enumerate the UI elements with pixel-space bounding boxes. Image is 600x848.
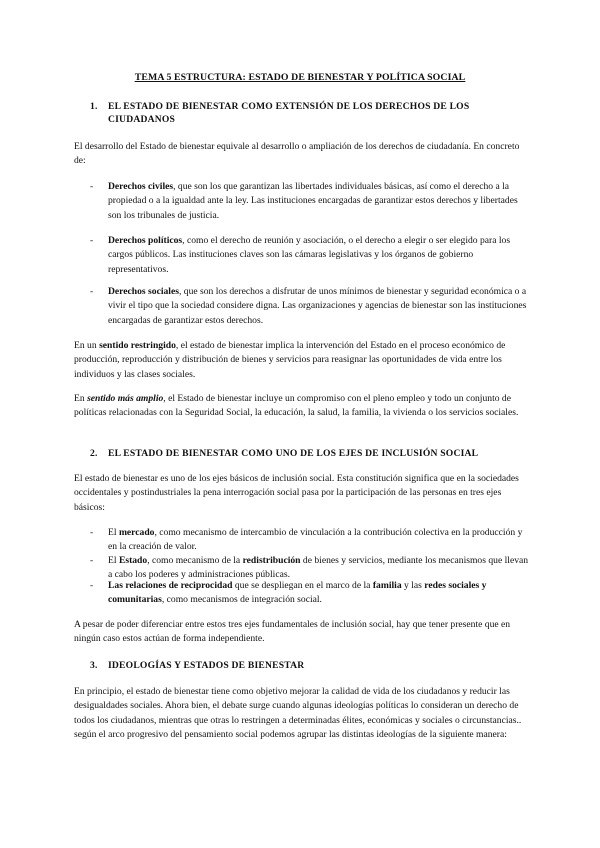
section-2-closing: A pesar de poder diferenciar entre estos tres ejes fundamentales de inclusión social, hay que tener presente que en ningún caso estos actúan de forma independiente. [74, 619, 511, 645]
section-2-number: 2. [90, 448, 98, 459]
bullet-text: El [108, 555, 119, 566]
section-1-intro: El desarrollo del Estado de bienestar equivale al desarrollo o ampliación de los derechos de ciudadanía. En concreto de: [74, 141, 520, 167]
bullet-dash: - [90, 235, 94, 246]
bullet-text: , como el derecho de reunión y asociación, o el derecho a elegir o ser elegido para los cargos públicos. Las instituciones claves son las cámaras legislativas y los órganos de gobierno representativos. [108, 235, 511, 275]
bullet-text: de bienes y servicios, mediante los mecanismos que llevan a cabo los poderes y administraciones públicas. [108, 555, 529, 581]
bullet-term: redistribución [242, 555, 301, 566]
list-item-derechos-civiles [90, 180, 530, 223]
bullet-term: Las relaciones de reciprocidad [108, 580, 233, 591]
bullet-term: Derechos sociales [108, 286, 179, 297]
bullet-term: redes sociales y comunitarias [108, 580, 487, 606]
section-1-paragraph-restringido [74, 339, 530, 382]
paragraph-text: En un [74, 340, 100, 351]
section-2-title: EL ESTADO DE BIENESTAR COMO UNO DE LOS EJES DE INCLUSIÓN SOCIAL [108, 448, 479, 459]
list-item-derechos-sociales [90, 285, 530, 328]
paragraph-text: En [74, 393, 88, 404]
section-1-paragraph-amplio [74, 392, 530, 421]
bullet-term: Derechos civiles [108, 181, 174, 192]
section-3-number: 3. [90, 660, 98, 671]
list-item-mercado [90, 526, 530, 555]
bullet-term: Derechos políticos [108, 235, 183, 246]
bullet-text: que se despliegan en el marco de la [232, 580, 373, 591]
bullet-dash: - [90, 580, 94, 591]
paragraph-term: sentido restringido [99, 340, 176, 351]
paragraph-text: , el estado de bienestar implica la intervención del Estado en el proceso económico de producción, reproducción y distribución de bienes y servicios para reasignar las oportunidades de vida entre los individuos y las clases sociales. [74, 340, 506, 380]
bullet-text: , como mecanismo de intercambio de vinculación a la contribución colectiva en la producción y en la creación de valor. [108, 527, 523, 553]
section-2-heading [90, 447, 530, 460]
bullet-term: mercado [118, 527, 155, 538]
section-3-title: IDEOLOGÍAS Y ESTADOS DE BIENESTAR [108, 660, 305, 671]
bullet-text: , que son los que garantizan las libertades individuales básicas, así como el derecho a la propiedad o a la igualdad ante la ley. Las instituciones encargadas de garantizar estos derechos y libertades son los tribunales de justicia. [108, 181, 518, 221]
section-3-intro: En principio, el estado de bienestar tiene como objetivo mejorar la calidad de vida de los ciudadanos y reducir las desigualdades sociales. Ahora bien, el debate surge cuando algunas ideologías políticas lo consideran un derecho de todos los ciudadanos, mientras que otras lo restringen a determinadas élites, económicas y sociales o circunstancias.. según el arco progresivo del pensamiento social podemos agrupar las distintas ideologías de la siguiente manera: [74, 686, 522, 741]
section-1-title: EL ESTADO DE BIENESTAR COMO EXTENSIÓN DE LOS DERECHOS DE LOS CIUDADANOS [108, 101, 470, 125]
paragraph-text: , el Estado de bienestar incluye un compromiso con el pleno empleo y todo un conjunto de políticas relacionadas con la Seguridad Social, la educación, la salud, la familia, la vivienda o los servicios sociales. [74, 393, 519, 419]
list-item-reciprocidad [90, 579, 530, 608]
bullet-dash: - [90, 286, 94, 297]
document-title: TEMA 5 ESTRUCTURA: ESTADO DE BIENESTAR Y POLÍTICA SOCIAL [134, 72, 466, 83]
bullet-text: , como mecanismos de integración social. [161, 594, 322, 606]
bullet-text: El [108, 527, 119, 538]
list-item-derechos-politicos [90, 234, 530, 277]
bullet-term: familia [372, 580, 402, 591]
bullet-text: y las [401, 580, 425, 591]
section-2-intro: El estado de bienestar es uno de los ejes básicos de inclusión social. Esta constitución significa que en la sociedades occidentales y postindustriales la pena interrogación social pasa por la participación de las personas en tres ejes básicos: [74, 473, 519, 513]
bullet-term: Estado [118, 555, 148, 566]
bullet-dash: - [90, 527, 94, 538]
bullet-dash: - [90, 181, 94, 192]
bullet-dash: - [90, 555, 94, 566]
section-3-heading [90, 659, 530, 672]
bullet-text: , como mecanismo de la [147, 555, 243, 566]
bullet-text: , que son los derechos a disfrutar de unos mínimos de bienestar y seguridad económica o a vivir el tipo que la sociedad considere digna. Las organizaciones y agencias de bienestar son las instituciones encargadas de garantizar estos derechos. [108, 286, 527, 326]
section-1-number: 1. [90, 101, 98, 112]
paragraph-term: sentido más amplio [87, 393, 164, 404]
section-1-heading [90, 100, 530, 126]
